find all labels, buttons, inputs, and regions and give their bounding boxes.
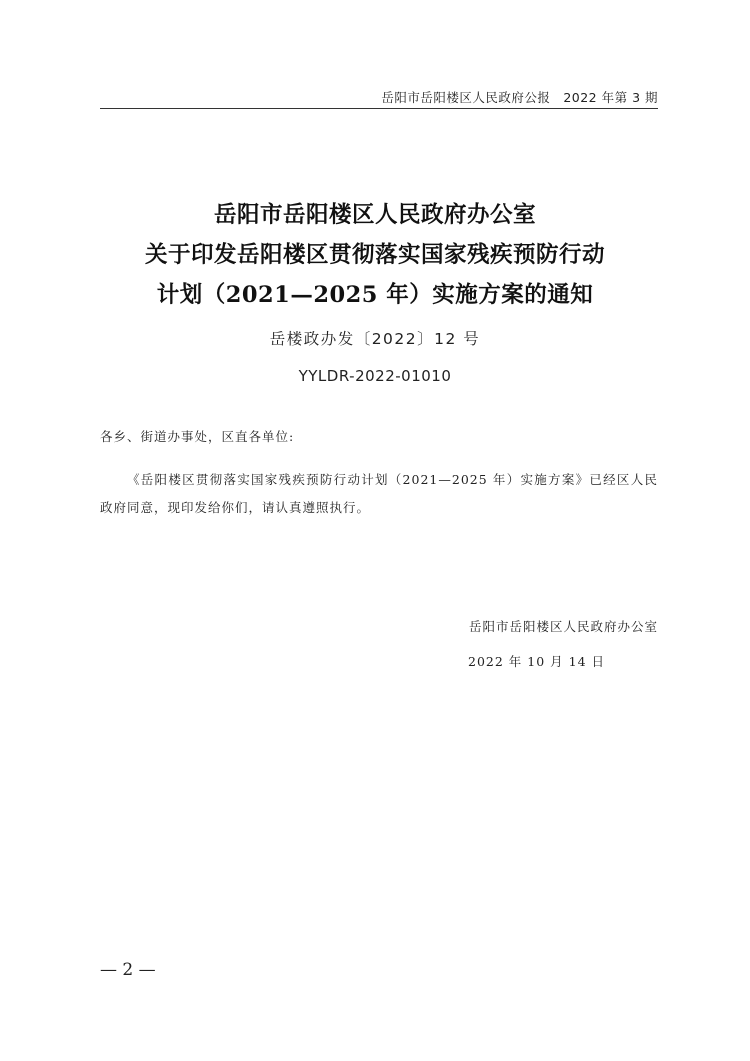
title-line-3: 计划（2021—2025 年）实施方案的通知 bbox=[156, 282, 594, 308]
document-number: 岳楼政办发〔2022〕12 号 bbox=[269, 330, 481, 348]
document-title bbox=[0, 195, 750, 315]
issue-date: 2022 年 10 月 14 日 bbox=[468, 654, 605, 669]
document-code: YYLDR-2022-01010 bbox=[298, 367, 452, 385]
title-line-1: 岳阳市岳阳楼区人民政府办公室 bbox=[213, 202, 536, 228]
body-paragraph: 《岳阳楼区贯彻落实国家残疾预防行动计划（2021—2025 年）实施方案》已经区人民政府同意，现印发给你们，请认真遵照执行。 bbox=[100, 472, 658, 515]
issuer-signature: 岳阳市岳阳楼区人民政府办公室 bbox=[468, 619, 658, 634]
addressee: 各乡、街道办事处，区直各单位: bbox=[100, 429, 295, 444]
header-divider bbox=[100, 108, 658, 109]
title-line-2: 关于印发岳阳楼区贯彻落实国家残疾预防行动 bbox=[144, 242, 605, 268]
publication-header: 岳阳市岳阳楼区人民政府公报 2022 年第 3 期 bbox=[381, 90, 658, 105]
page-number: — 2 — bbox=[100, 960, 156, 980]
